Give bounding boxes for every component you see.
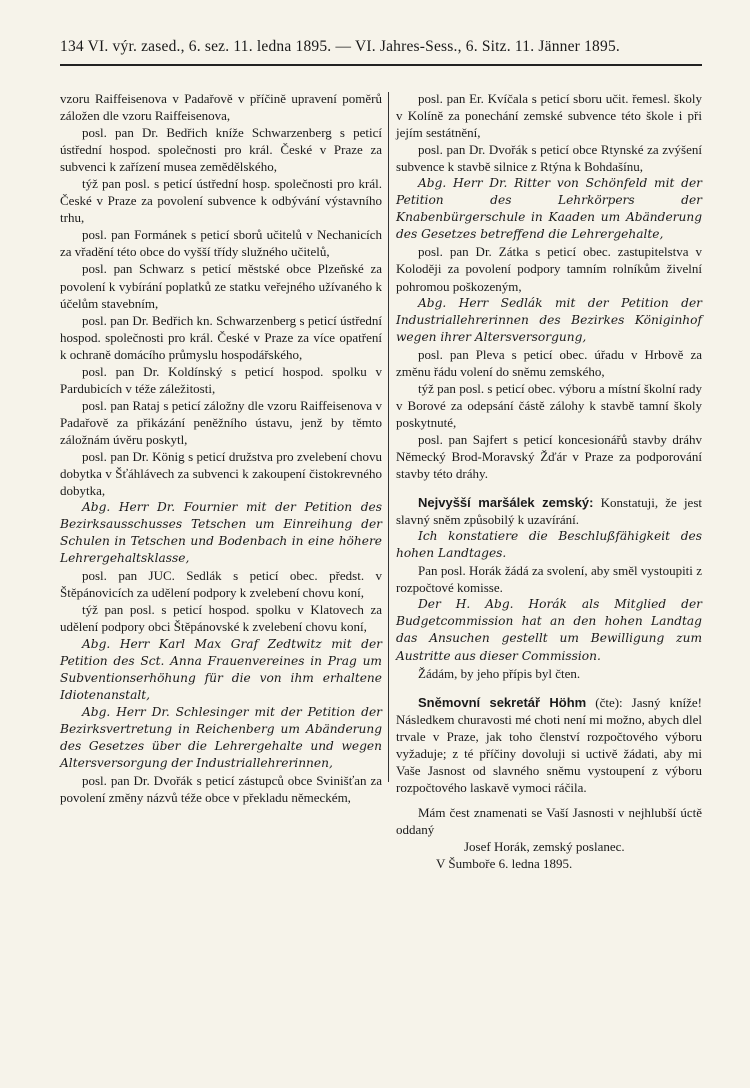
petition-item: posl. pan Sajfert s peticí koncesionářů stavby dráhv Německý Brod-Moravský Žďár v Praze za podporování stavby této dráhy. — [396, 431, 702, 482]
petition-item: posl. pan Formánek s peticí sborů učitelů v Nechanicích za vřadění této obce do vyšší třídy služného učitelů, — [60, 227, 382, 260]
petition-item: posl. pan Dr. Dvořák s peticí obce Rtynské za zvýšení subvence k stavbě silnice z Rtýna k Bohdašínu, — [396, 142, 702, 175]
petition-item: týž pan posl. s peticí hospod. spolku v Klatovech za udělení podpory obci Štěpánovské k zvelebení chovu koní, — [60, 602, 382, 635]
petition-item: posl. pan Dr. Zátka s peticí obec. zastupitelstva v Koloději za povolení podpory tamním rolníkům živelní pohromou poškozeným, — [396, 244, 702, 294]
marshal-ask-read: Žádám, by jeho přípis byl čten. — [418, 665, 581, 681]
petition-item: vzoru Raiffeisenova v Padařově v příčině upravení poměrů záložen dle vzoru Raiffeisenova, — [60, 91, 382, 124]
secretary-statement — [396, 694, 702, 796]
marshal-text-german: Ich konstatiere die Beschlußfähigkeit des hohen Landtages. — [396, 529, 702, 561]
petition-item-german: Abg. Herr Dr. Fournier mit der Petition des Bezirksausschusses Tetschen um Einreihung der Schulen in Tetschen und Bodenbach in eine höhere Lehrergehaltsklasse, — [60, 500, 382, 566]
petition-item: posl. pan Dr. Bedřich kníže Schwarzenberg s peticí ústřední hospod. společnosti pro král. České v Praze za subvenci k zařízení musea zemědělského, — [60, 125, 382, 175]
secretary-note: (čte): — [595, 694, 623, 710]
petition-item: týž pan posl. s peticí obec. výboru a místní školní rady v Borové za odepsání částě zálohy k stavbě tamní školy poskytnuté, — [396, 380, 702, 430]
petition-item: posl. pan Dr. Bedřich kn. Schwarzenberg s peticí ústřední hospod. společnosti pro král. České v Praze za více opatření k ochraně domácího průmyslu hospodářského, — [60, 312, 382, 362]
closing-text: Mám čest znamenati se Vaší Jasnosti v nejhlubší úctě oddaný — [396, 804, 702, 837]
petition-item-german: Abg. Herr Dr. Ritter von Schönfeld mit der Petition des Lehrkörpers der Knabenbürgerschule in Kaaden um Abänderung des Gesetzes betreffend die Lehrergehalte, — [396, 176, 702, 242]
petition-item: posl. pan Schwarz s peticí městské obce Plzeňské za povolení k vybírání poplatků ze statku veřejného užívaného k účelům stavebním, — [60, 261, 382, 311]
petition-item: posl. pan Rataj s peticí záložny dle vzoru Raiffeisenova v Padařově za přikázání peněžního ústavu, jenž by těmto záložnám úvěru poskytl, — [60, 397, 382, 447]
marshal-statement — [396, 494, 702, 528]
right-column — [396, 90, 702, 872]
petition-item: posl. pan JUC. Sedlák s peticí obec. předst. v Štěpánovicích za udělení podpory k zvelebení chovu koní, — [60, 568, 382, 601]
header-rule — [60, 64, 702, 66]
speaker-marshal: Nejvyšší maršálek zemský: — [418, 495, 594, 511]
speaker-secretary: Sněmovní sekretář Höhm — [418, 694, 587, 710]
petition-item-german: Abg. Herr Sedlák mit der Petition der Industriallehrerinnen des Bezirkes Königinhof wegen ihrer Altersversorgung, — [396, 295, 702, 344]
left-column — [60, 90, 382, 806]
column-divider — [388, 92, 389, 782]
petition-item: posl. pan Dr. König s peticí družstva pro zvelebení chovu dobytka v Šťáhlávech za subvenci k zakoupení čistokrevného dobytka, — [60, 448, 382, 499]
petition-item-german: Abg. Herr Dr. Schlesinger mit der Petition der Bezirksvertretung in Reichenberg um Abänderung des Gesetzes über die Lehrergehalte und wegen Altersversorgung der Industriallehrerinnen, — [60, 704, 382, 770]
marshal-request: Pan posl. Horák žádá za svolení, aby směl vystoupiti z rozpočtové komisse. — [396, 563, 702, 596]
signature: Josef Horák, zemský poslanec. — [464, 838, 625, 854]
petition-item: posl. pan Dr. Koldínský s peticí hospod. spolku v Pardubicích v téže záležitosti, — [60, 363, 382, 396]
petition-item: posl. pan Dr. Dvořák s peticí zástupců obce Svinišťan za povolení změny názvů téže obce v překladu německém, — [60, 772, 382, 805]
marshal-request-german: Der H. Abg. Horák als Mitglied der Budgetcommission hat an den hohen Landtag das Ansuchen gestellt um Bewilligung zum Austritte aus dieser Commission. — [396, 597, 702, 663]
page-header: 134 VI. výr. zased., 6. sez. 11. ledna 1895. — VI. Jahres-Sess., 6. Sitz. 11. Jänner 1895. — [60, 38, 620, 55]
marshal-text: Konstatuji, že jest slavný sněm způsobilý k uzavírání. — [396, 495, 702, 528]
petition-item-german: Abg. Herr Karl Max Graf Zedtwitz mit der Petition des Sct. Anna Frauenvereines in Prag um Subventionserhöhung für die von ihm erhaltene Idiotenanstalt, — [60, 636, 382, 702]
secretary-text: Jasný kníže! Následkem churavosti mé choti není mi možno, abych dlel trvale v Praze, jak toho členství rozpočtového výboru vyžaduje; z té příčiny dovoluji si uctivě žádati, aby mi Vaše Jasnost od slavného sněmu vystoupení z výboru rozpočtového laskavě vymoci ráčila. — [396, 694, 702, 795]
petition-item: posl. pan Er. Kvíčala s peticí sboru učit. řemesl. školy v Kolíně za ponechání zemské subvence této škole i při jejím sestátnění, — [396, 91, 702, 141]
place-date: V Šumboře 6. ledna 1895. — [436, 856, 573, 872]
petition-item: týž pan posl. s peticí ústřední hosp. společnosti pro král. České v Praze za povolení subvence k odbývání výstavního trhu, — [60, 176, 382, 226]
petition-item: posl. pan Pleva s peticí obec. úřadu v Hrbově za změnu řádu volení do sněmu zemského, — [396, 346, 702, 379]
